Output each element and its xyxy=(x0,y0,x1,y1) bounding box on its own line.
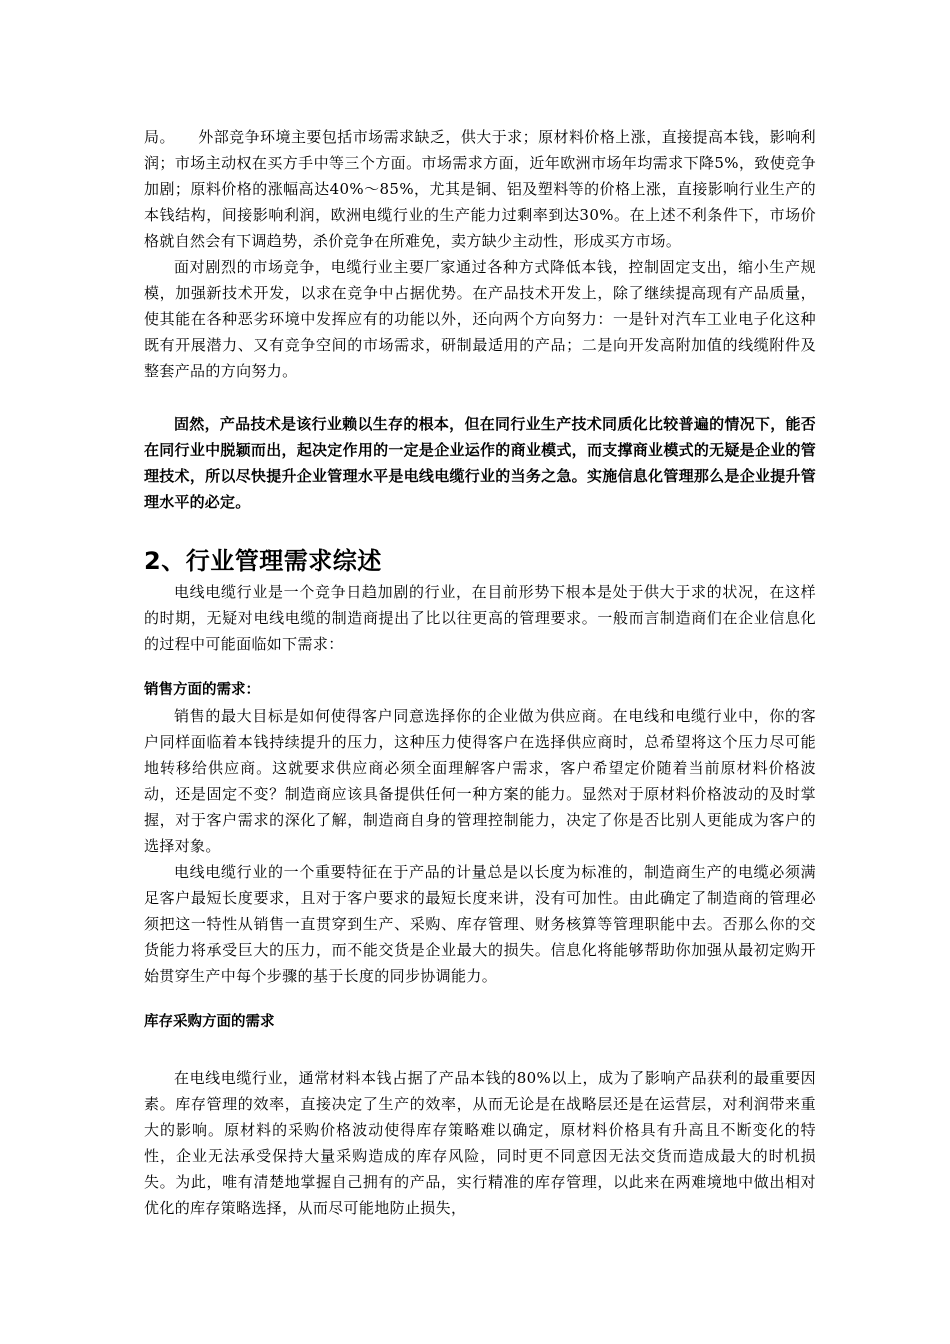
document-page xyxy=(144,124,816,1221)
spacer xyxy=(144,1035,816,1065)
spacer xyxy=(144,989,816,1009)
sales-needs-heading: 销售方面的需求： xyxy=(144,682,260,698)
spacer xyxy=(144,384,816,411)
section-heading: 2、行业管理需求综述 xyxy=(144,547,382,575)
paragraph-bold-conclusion: 固然，产品技术是该行业赖以生存的根本，但在同行业生产技术同质化比较普遍的情况下，能否在同行业中脱颖而出，起决定作用的一定是企业运作的商业模式，而支撑商业模式的无疑是企业的管理技术，所以尽快提升企业管理水平是电线电缆行业的当务之急。实施信息化管理那么是企业提升管理水平的必定。 xyxy=(144,415,816,511)
paragraph-sales-needs: 销售的最大目标是如何使得客户同意选择你的企业做为供应商。在电线和电缆行业中，你的客户同样面临着本钱持续提升的压力，这种压力使得客户在选择供应商时，总希望将这个压力尽可能地转移给供应商。这就要求供应商必须全面理解客户需求，客户希望定价随着当前原材料价格波动，还是固定不变？制造商应该具备提供任何一种方案的能力。显然对于原材料价格波动的及时掌握，对于客户需求的深化了解，制造商自身的管理控制能力，决定了你是否比别人更能成为客户的选择对象。 xyxy=(144,707,816,855)
spacer xyxy=(144,657,816,677)
paragraph-length-measurement: 电线电缆行业的一个重要特征在于产品的计量总是以长度为标准的，制造商生产的电缆必须满足客户最短长度要求，且对于客户要求的最短长度来讲，没有可加性。由此确定了制造商的管理必须把这一特性从销售一直贯穿到生产、采购、库存管理、财务核算等管理职能中去。否那么你的交货能力将承受巨大的压力，而不能交货是企业最大的损失。信息化将能够帮助你加强从最初定购开始贯穿生产中每个步骤的基于长度的同步协调能力。 xyxy=(144,863,816,985)
paragraph-inventory-needs: 在电线电缆行业，通常材料本钱占据了产品本钱的80%以上，成为了影响产品获利的最重要因素。库存管理的效率，直接决定了生产的效率，从而无论是在战略层还是在运营层，对利润带来重大的影响。原材料的采购价格波动使得库存策略难以确定，原材料价格具有升高且不断变化的特性，企业无法承受保持大量采购造成的库存风险，同时更不同意因无法交货而造成最大的时机损失。为此，唯有清楚地掌握自己拥有的产品，实行精准的库存管理，以此来在两难境地中做出相对优化的库存策略选择，从而尽可能地防止损失， xyxy=(144,1069,816,1217)
spacer xyxy=(144,515,816,543)
paragraph-cost-reduction: 面对剧烈的市场竞争，电缆行业主要厂家通过各种方式降低本钱，控制固定支出，缩小生产规模，加强新技术开发，以求在竞争中占据优势。在产品技术开发上，除了继续提高现有产品质量，使其能在各种恶劣环境中发挥应有的功能以外，还向两个方向努力：一是针对汽车工业电子化这种既有开展潜力、又有竞争空间的市场需求，研制最适用的产品；二是向开发高附加值的线缆附件及整套产品的方向努力。 xyxy=(144,258,816,380)
paragraph-external-competition: 局。 外部竞争环境主要包括市场需求缺乏，供大于求；原材料价格上涨，直接提高本钱，影响利润；市场主动权在买方手中等三个方面。市场需求方面，近年欧洲市场年均需求下降5%，致使竞争加剧；原料价格的涨幅高达40%～85%，尤其是铜、铝及塑料等的价格上涨，直接影响行业生产的本钱结构，间接影响利润，欧洲电缆行业的生产能力过剩率到达30%。在上述不利条件下，市场价格就自然会有下调趋势，杀价竞争在所难免，卖方缺少主动性，形成买方市场。 xyxy=(144,128,816,250)
paragraph-industry-intro: 电线电缆行业是一个竞争日趋加剧的行业，在目前形势下根本是处于供大于求的状况，在这样的时期，无疑对电线电缆的制造商提出了比以往更高的管理要求。一般而言制造商们在企业信息化的过程中可能面临如下需求： xyxy=(144,583,816,653)
inventory-needs-heading: 库存采购方面的需求 xyxy=(144,1014,275,1030)
